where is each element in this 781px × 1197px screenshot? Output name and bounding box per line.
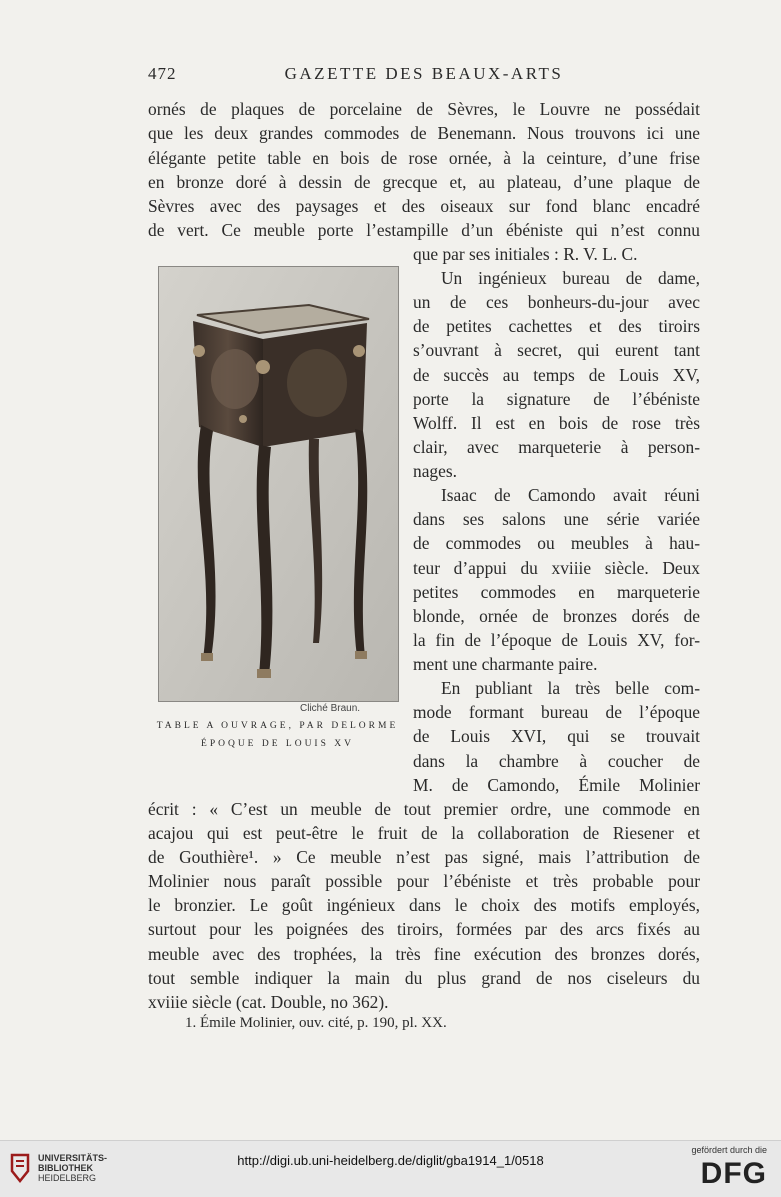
body-line: un de ces bonheurs-du-jour avec [413,292,700,312]
body-line: teur d’appui du xviiie siècle. Deux [413,558,700,578]
figure-caption-period: ÉPOQUE DE LOUIS XV [201,739,354,749]
furniture-photo [158,266,399,702]
table-illustration [159,267,398,701]
body-line: meuble avec des trophées, la très fine exécution des bronzes dorés, [148,944,700,964]
body-line: blonde, ornée de bronzes dorés de [413,606,700,626]
library-name-line3: HEIDELBERG [38,1173,97,1183]
body-line: clair, avec marqueterie à person- [413,437,700,457]
body-line: mode formant bureau de l’époque [413,702,700,722]
page-header [148,64,700,88]
body-line: de Louis XVI, qui se trouvait [413,726,700,746]
photo-credit: Cliché Braun. [300,703,361,714]
body-line: que par ses initiales : R. V. L. C. [413,244,638,264]
body-line: tout semble indiquer la main du plus grand de nos ciseleurs du [148,968,700,988]
body-line: M. de Camondo, Émile Molinier [413,775,700,795]
body-line: dans la chambre à coucher de [413,751,700,771]
body-line: le bronzier. Le goût ingénieux dans le choix des motifs employés, [148,895,700,915]
body-line: la fin de l’époque de Louis XV, for- [413,630,700,650]
body-line: Wolff. Il est en bois de rose très [413,413,700,433]
library-name-line1: UNIVERSITÄTS- [38,1153,108,1163]
body-line: Isaac de Camondo avait réuni [441,485,700,505]
dfg-logo: DFG [700,1157,767,1190]
body-line: Un ingénieux bureau de dame, [441,268,700,288]
body-line: de Gouthière¹. » Ce meuble n’est pas signé, mais l’attribution de [148,847,700,867]
source-url-link[interactable]: http://digi.ub.uni-heidelberg.de/diglit/gba1914_1/0518 [237,1153,544,1168]
running-head: GAZETTE DES BEAUX-ARTS [284,64,564,83]
body-line: en bronze doré à dessin de grecque et, au plateau, d’une plaque de [148,172,700,192]
body-line: ment une charmante paire. [413,654,598,674]
body-line: ornés de plaques de porcelaine de Sèvres, le Louvre ne possédait [148,99,700,119]
body-line: élégante petite table en bois de rose ornée, à la ceinture, d’une frise [148,148,700,168]
body-line: que les deux grandes commodes de Benemann. Nous trouvons ici une [148,123,700,143]
body-line: écrit : « C’est un meuble de tout premier ordre, une commode en [148,799,700,819]
body-line: de vert. Ce meuble porte l’estampille d’un ébéniste qui n’est connu [148,220,700,240]
body-line: nages. [413,461,457,481]
figure-caption-title: TABLE A OUVRAGE, PAR DELORME [156,721,399,731]
body-line: de commodes ou meubles à hau- [413,533,700,553]
footnote: 1. Émile Molinier, ouv. cité, p. 190, pl. XX. [185,1015,447,1031]
body-line: dans ses salons une série variée [413,509,700,529]
body-line: acajou qui est peut-être le fruit de la collaboration de Riesener et [148,823,700,843]
library-name-line2: BIBLIOTHEK [38,1163,93,1173]
body-line: porte la signature de l’ébéniste [413,389,700,409]
body-line: petites commodes en marqueterie [413,582,700,602]
body-line: surtout pour les poignées des tiroirs, formées par des arcs fixés au [148,919,700,939]
body-line: En publiant la très belle com- [441,678,700,698]
body-line: de petites cachettes et des tiroirs [413,316,700,336]
digitization-footer [0,1140,781,1197]
body-line: Sèvres avec des paysages et des oiseaux sur fond blanc encadré [148,196,700,216]
body-line: s’ouvrant à secret, qui eurent tant [413,340,700,360]
body-line: de succès au temps de Louis XV, [413,365,700,385]
page-number: 472 [148,64,177,83]
body-line: Molinier nous paraît possible pour l’ébéniste et très probable pour [148,871,700,891]
funder-note: gefördert durch die [691,1145,767,1155]
body-line: xviiie siècle (cat. Double, no 362). [148,992,389,1012]
